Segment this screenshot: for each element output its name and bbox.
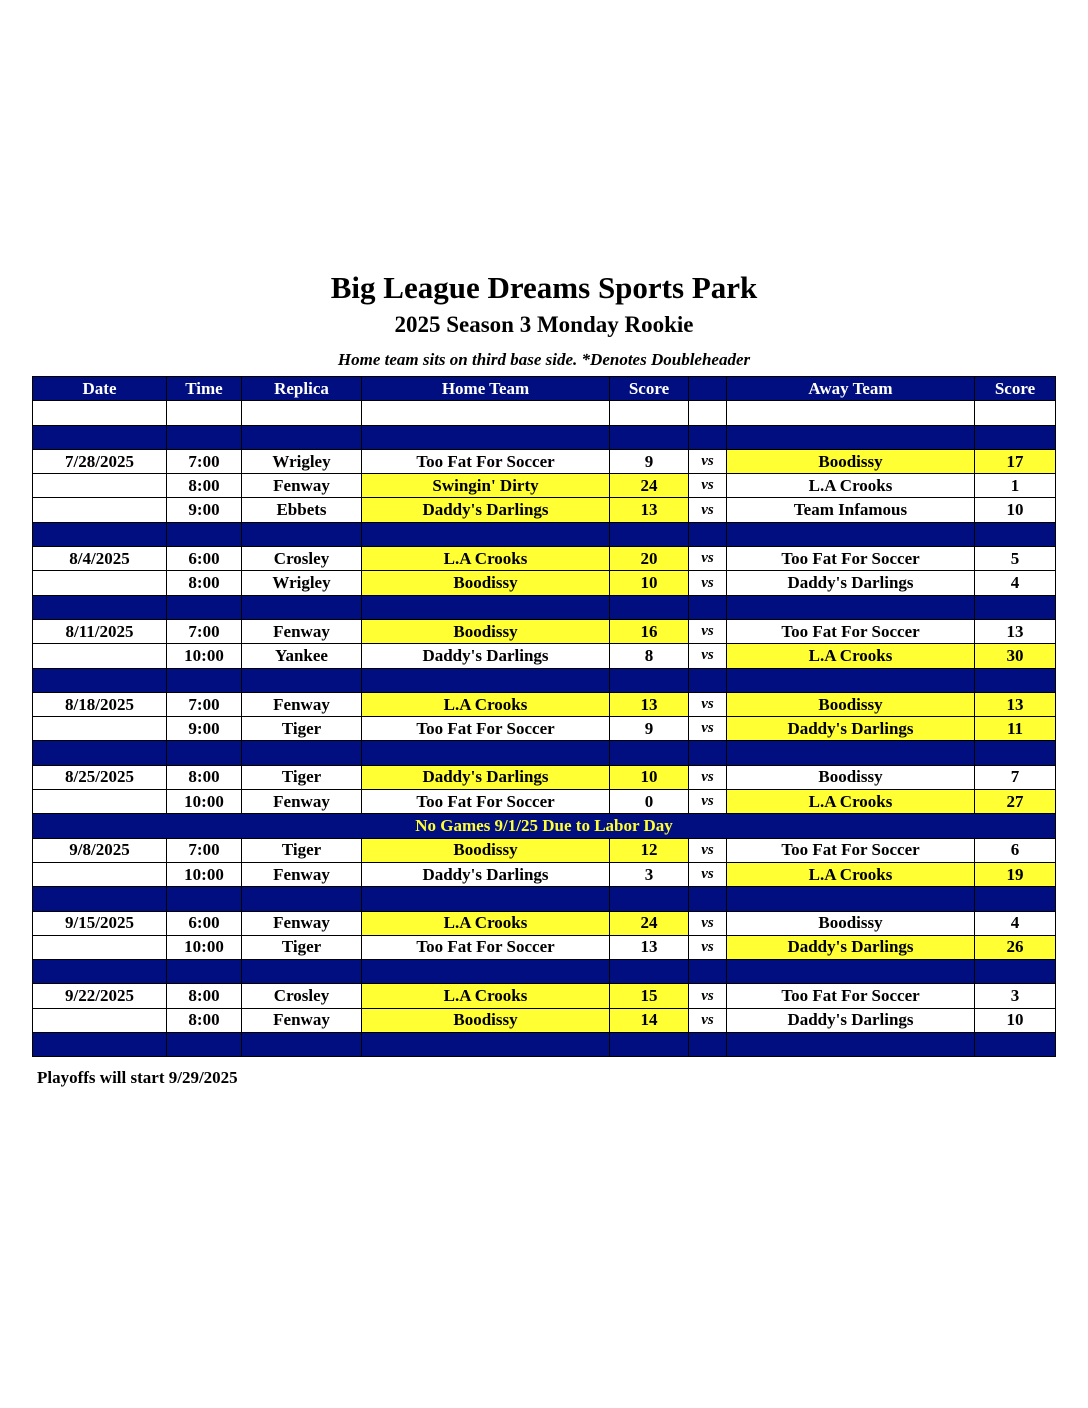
home-score-cell: 10 [610, 571, 689, 595]
home-team-note: Home team sits on third base side. *Denotes Doubleheader [337, 350, 751, 369]
empty-cell [242, 887, 362, 911]
col-header-time: Time [167, 377, 242, 401]
replica-cell: Wrigley [242, 449, 362, 473]
empty-cell [242, 425, 362, 449]
game-row [33, 790, 1056, 814]
time-cell: 10:00 [167, 862, 242, 886]
empty-cell [975, 741, 1056, 765]
away-score-cell: 4 [975, 911, 1056, 935]
empty-cell [727, 522, 975, 546]
replica-cell: Wrigley [242, 571, 362, 595]
empty-cell [33, 1033, 167, 1057]
away-team-cell: Too Fat For Soccer [727, 619, 975, 643]
col-header-date: Date [33, 377, 167, 401]
date-cell: 8/18/2025 [33, 692, 167, 716]
empty-cell [610, 668, 689, 692]
empty-cell [167, 960, 242, 984]
replica-cell: Fenway [242, 1008, 362, 1032]
home-score-cell: 14 [610, 1008, 689, 1032]
vs-cell: vs [689, 935, 727, 959]
time-cell: 8:00 [167, 474, 242, 498]
away-score-cell: 17 [975, 449, 1056, 473]
empty-cell [362, 595, 610, 619]
home-score-cell: 16 [610, 619, 689, 643]
away-score-cell: 7 [975, 765, 1056, 789]
time-cell: 7:00 [167, 692, 242, 716]
replica-cell: Tiger [242, 717, 362, 741]
date-cell [33, 644, 167, 668]
time-cell: 8:00 [167, 1008, 242, 1032]
away-team-cell: Too Fat For Soccer [727, 984, 975, 1008]
empty-cell [362, 522, 610, 546]
date-cell [33, 474, 167, 498]
home-team-cell: Boodissy [362, 1008, 610, 1032]
vs-cell: vs [689, 644, 727, 668]
vs-cell: vs [689, 1008, 727, 1032]
empty-cell [33, 887, 167, 911]
empty-cell [689, 425, 727, 449]
col-header-home-team: Home Team [362, 377, 610, 401]
empty-cell [975, 960, 1056, 984]
game-row [33, 571, 1056, 595]
date-cell [33, 571, 167, 595]
game-row [33, 717, 1056, 741]
time-cell: 9:00 [167, 498, 242, 522]
home-score-cell: 13 [610, 692, 689, 716]
empty-cell [167, 887, 242, 911]
time-cell: 6:00 [167, 547, 242, 571]
separator-row [33, 668, 1056, 692]
replica-cell: Fenway [242, 911, 362, 935]
replica-cell: Fenway [242, 692, 362, 716]
home-team-cell: Boodissy [362, 619, 610, 643]
empty-cell [975, 401, 1056, 425]
time-cell: 10:00 [167, 644, 242, 668]
time-cell: 7:00 [167, 449, 242, 473]
vs-cell: vs [689, 717, 727, 741]
no-games-banner-row [33, 814, 1056, 838]
empty-cell [362, 960, 610, 984]
separator-row [33, 1033, 1056, 1057]
home-team-cell: L.A Crooks [362, 911, 610, 935]
empty-cell [33, 401, 167, 425]
vs-cell: vs [689, 911, 727, 935]
home-score-cell: 12 [610, 838, 689, 862]
vs-cell: vs [689, 765, 727, 789]
playoffs-note: Playoffs will start 9/29/2025 [37, 1068, 238, 1087]
away-team-cell: Daddy's Darlings [727, 717, 975, 741]
away-score-cell: 1 [975, 474, 1056, 498]
empty-cell [689, 741, 727, 765]
replica-cell: Tiger [242, 765, 362, 789]
col-header-replica: Replica [242, 377, 362, 401]
col-header-away-score: Score [975, 377, 1056, 401]
date-cell [33, 935, 167, 959]
away-score-cell: 30 [975, 644, 1056, 668]
empty-cell [975, 887, 1056, 911]
empty-cell [33, 960, 167, 984]
replica-cell: Fenway [242, 474, 362, 498]
date-cell [33, 862, 167, 886]
replica-cell: Yankee [242, 644, 362, 668]
game-row [33, 838, 1056, 862]
separator-row [33, 887, 1056, 911]
empty-cell [362, 668, 610, 692]
away-score-cell: 10 [975, 1008, 1056, 1032]
away-score-cell: 13 [975, 692, 1056, 716]
home-team-cell: Too Fat For Soccer [362, 717, 610, 741]
home-team-cell: Daddy's Darlings [362, 862, 610, 886]
date-cell [33, 790, 167, 814]
home-team-cell: L.A Crooks [362, 692, 610, 716]
separator-row [33, 425, 1056, 449]
home-team-cell: Boodissy [362, 571, 610, 595]
empty-cell [242, 595, 362, 619]
separator-row [33, 960, 1056, 984]
away-score-cell: 10 [975, 498, 1056, 522]
away-score-cell: 3 [975, 984, 1056, 1008]
replica-cell: Tiger [242, 838, 362, 862]
away-score-cell: 11 [975, 717, 1056, 741]
game-row [33, 935, 1056, 959]
home-team-cell: Swingin' Dirty [362, 474, 610, 498]
empty-cell [689, 595, 727, 619]
empty-cell [610, 887, 689, 911]
empty-cell [167, 425, 242, 449]
empty-cell [975, 425, 1056, 449]
date-cell: 9/15/2025 [33, 911, 167, 935]
empty-cell [33, 741, 167, 765]
empty-cell [167, 668, 242, 692]
empty-cell [689, 1033, 727, 1057]
blank-row [33, 401, 1056, 425]
empty-cell [689, 522, 727, 546]
separator-row [33, 741, 1056, 765]
empty-cell [33, 668, 167, 692]
home-score-cell: 15 [610, 984, 689, 1008]
replica-cell: Fenway [242, 619, 362, 643]
home-team-cell: L.A Crooks [362, 984, 610, 1008]
date-cell [33, 498, 167, 522]
time-cell: 10:00 [167, 790, 242, 814]
home-team-cell: Too Fat For Soccer [362, 790, 610, 814]
home-team-cell: Too Fat For Soccer [362, 449, 610, 473]
home-score-cell: 24 [610, 911, 689, 935]
empty-cell [33, 425, 167, 449]
empty-cell [727, 425, 975, 449]
away-team-cell: L.A Crooks [727, 790, 975, 814]
empty-cell [167, 1033, 242, 1057]
home-score-cell: 3 [610, 862, 689, 886]
empty-cell [167, 741, 242, 765]
time-cell: 6:00 [167, 911, 242, 935]
away-team-cell: Boodissy [727, 449, 975, 473]
game-row [33, 547, 1056, 571]
game-row [33, 619, 1056, 643]
away-team-cell: Daddy's Darlings [727, 571, 975, 595]
time-cell: 9:00 [167, 717, 242, 741]
separator-row [33, 595, 1056, 619]
vs-cell: vs [689, 838, 727, 862]
col-header-home-score: Score [610, 377, 689, 401]
away-score-cell: 13 [975, 619, 1056, 643]
empty-cell [242, 960, 362, 984]
date-cell: 9/22/2025 [33, 984, 167, 1008]
game-row [33, 644, 1056, 668]
vs-cell: vs [689, 474, 727, 498]
empty-cell [242, 401, 362, 425]
away-score-cell: 4 [975, 571, 1056, 595]
empty-cell [362, 887, 610, 911]
separator-row [33, 522, 1056, 546]
game-row [33, 765, 1056, 789]
empty-cell [610, 960, 689, 984]
home-team-cell: L.A Crooks [362, 547, 610, 571]
away-team-cell: Boodissy [727, 692, 975, 716]
date-cell: 8/11/2025 [33, 619, 167, 643]
away-team-cell: Boodissy [727, 765, 975, 789]
home-score-cell: 20 [610, 547, 689, 571]
replica-cell: Fenway [242, 862, 362, 886]
empty-cell [689, 960, 727, 984]
empty-cell [727, 401, 975, 425]
empty-cell [975, 522, 1056, 546]
date-cell [33, 1008, 167, 1032]
empty-cell [362, 741, 610, 765]
empty-cell [242, 522, 362, 546]
away-team-cell: Daddy's Darlings [727, 935, 975, 959]
home-score-cell: 0 [610, 790, 689, 814]
empty-cell [727, 887, 975, 911]
schedule-body [33, 401, 1056, 1057]
empty-cell [975, 595, 1056, 619]
date-cell: 8/4/2025 [33, 547, 167, 571]
replica-cell: Fenway [242, 790, 362, 814]
replica-cell: Crosley [242, 984, 362, 1008]
away-team-cell: Team Infamous [727, 498, 975, 522]
empty-cell [610, 522, 689, 546]
empty-cell [242, 1033, 362, 1057]
away-score-cell: 6 [975, 838, 1056, 862]
home-score-cell: 13 [610, 498, 689, 522]
game-row [33, 911, 1056, 935]
date-cell: 7/28/2025 [33, 449, 167, 473]
empty-cell [727, 741, 975, 765]
page-title: Big League Dreams Sports Park [330, 270, 758, 305]
empty-cell [242, 668, 362, 692]
time-cell: 8:00 [167, 765, 242, 789]
home-score-cell: 13 [610, 935, 689, 959]
empty-cell [610, 401, 689, 425]
home-team-cell: Daddy's Darlings [362, 498, 610, 522]
vs-cell: vs [689, 790, 727, 814]
time-cell: 8:00 [167, 571, 242, 595]
empty-cell [727, 668, 975, 692]
empty-cell [362, 425, 610, 449]
away-team-cell: Boodissy [727, 911, 975, 935]
empty-cell [167, 595, 242, 619]
empty-cell [167, 522, 242, 546]
empty-cell [33, 522, 167, 546]
time-cell: 7:00 [167, 619, 242, 643]
date-cell [33, 717, 167, 741]
empty-cell [362, 1033, 610, 1057]
home-team-cell: Daddy's Darlings [362, 765, 610, 789]
empty-cell [689, 887, 727, 911]
empty-cell [610, 1033, 689, 1057]
vs-cell: vs [689, 449, 727, 473]
empty-cell [610, 741, 689, 765]
col-header-away-team: Away Team [727, 377, 975, 401]
away-score-cell: 19 [975, 862, 1056, 886]
time-cell: 8:00 [167, 984, 242, 1008]
away-team-cell: Daddy's Darlings [727, 1008, 975, 1032]
home-team-cell: Too Fat For Soccer [362, 935, 610, 959]
empty-cell [975, 1033, 1056, 1057]
home-team-cell: Boodissy [362, 838, 610, 862]
empty-cell [610, 425, 689, 449]
vs-cell: vs [689, 498, 727, 522]
game-row [33, 449, 1056, 473]
home-score-cell: 9 [610, 717, 689, 741]
empty-cell [33, 595, 167, 619]
away-team-cell: L.A Crooks [727, 862, 975, 886]
game-row [33, 474, 1056, 498]
vs-cell: vs [689, 619, 727, 643]
replica-cell: Ebbets [242, 498, 362, 522]
page-subtitle: 2025 Season 3 Monday Rookie [394, 312, 694, 337]
empty-cell [727, 1033, 975, 1057]
date-cell: 9/8/2025 [33, 838, 167, 862]
empty-cell [167, 401, 242, 425]
col-header-vs [689, 377, 727, 401]
vs-cell: vs [689, 692, 727, 716]
empty-cell [362, 401, 610, 425]
game-row [33, 692, 1056, 716]
away-team-cell: Too Fat For Soccer [727, 547, 975, 571]
empty-cell [975, 668, 1056, 692]
empty-cell [689, 401, 727, 425]
no-games-banner: No Games 9/1/25 Due to Labor Day [33, 814, 1056, 838]
table-header-row [33, 377, 1056, 401]
vs-cell: vs [689, 547, 727, 571]
away-team-cell: L.A Crooks [727, 474, 975, 498]
empty-cell [242, 741, 362, 765]
away-score-cell: 26 [975, 935, 1056, 959]
replica-cell: Tiger [242, 935, 362, 959]
empty-cell [689, 668, 727, 692]
away-score-cell: 5 [975, 547, 1056, 571]
time-cell: 7:00 [167, 838, 242, 862]
empty-cell [610, 595, 689, 619]
vs-cell: vs [689, 571, 727, 595]
date-cell: 8/25/2025 [33, 765, 167, 789]
home-score-cell: 8 [610, 644, 689, 668]
home-score-cell: 24 [610, 474, 689, 498]
replica-cell: Crosley [242, 547, 362, 571]
vs-cell: vs [689, 984, 727, 1008]
empty-cell [727, 595, 975, 619]
game-row [33, 1008, 1056, 1032]
game-row [33, 862, 1056, 886]
game-row [33, 498, 1056, 522]
home-score-cell: 10 [610, 765, 689, 789]
vs-cell: vs [689, 862, 727, 886]
schedule-table [32, 376, 1056, 1057]
away-team-cell: L.A Crooks [727, 644, 975, 668]
home-team-cell: Daddy's Darlings [362, 644, 610, 668]
away-team-cell: Too Fat For Soccer [727, 838, 975, 862]
away-score-cell: 27 [975, 790, 1056, 814]
time-cell: 10:00 [167, 935, 242, 959]
home-score-cell: 9 [610, 449, 689, 473]
empty-cell [727, 960, 975, 984]
game-row [33, 984, 1056, 1008]
